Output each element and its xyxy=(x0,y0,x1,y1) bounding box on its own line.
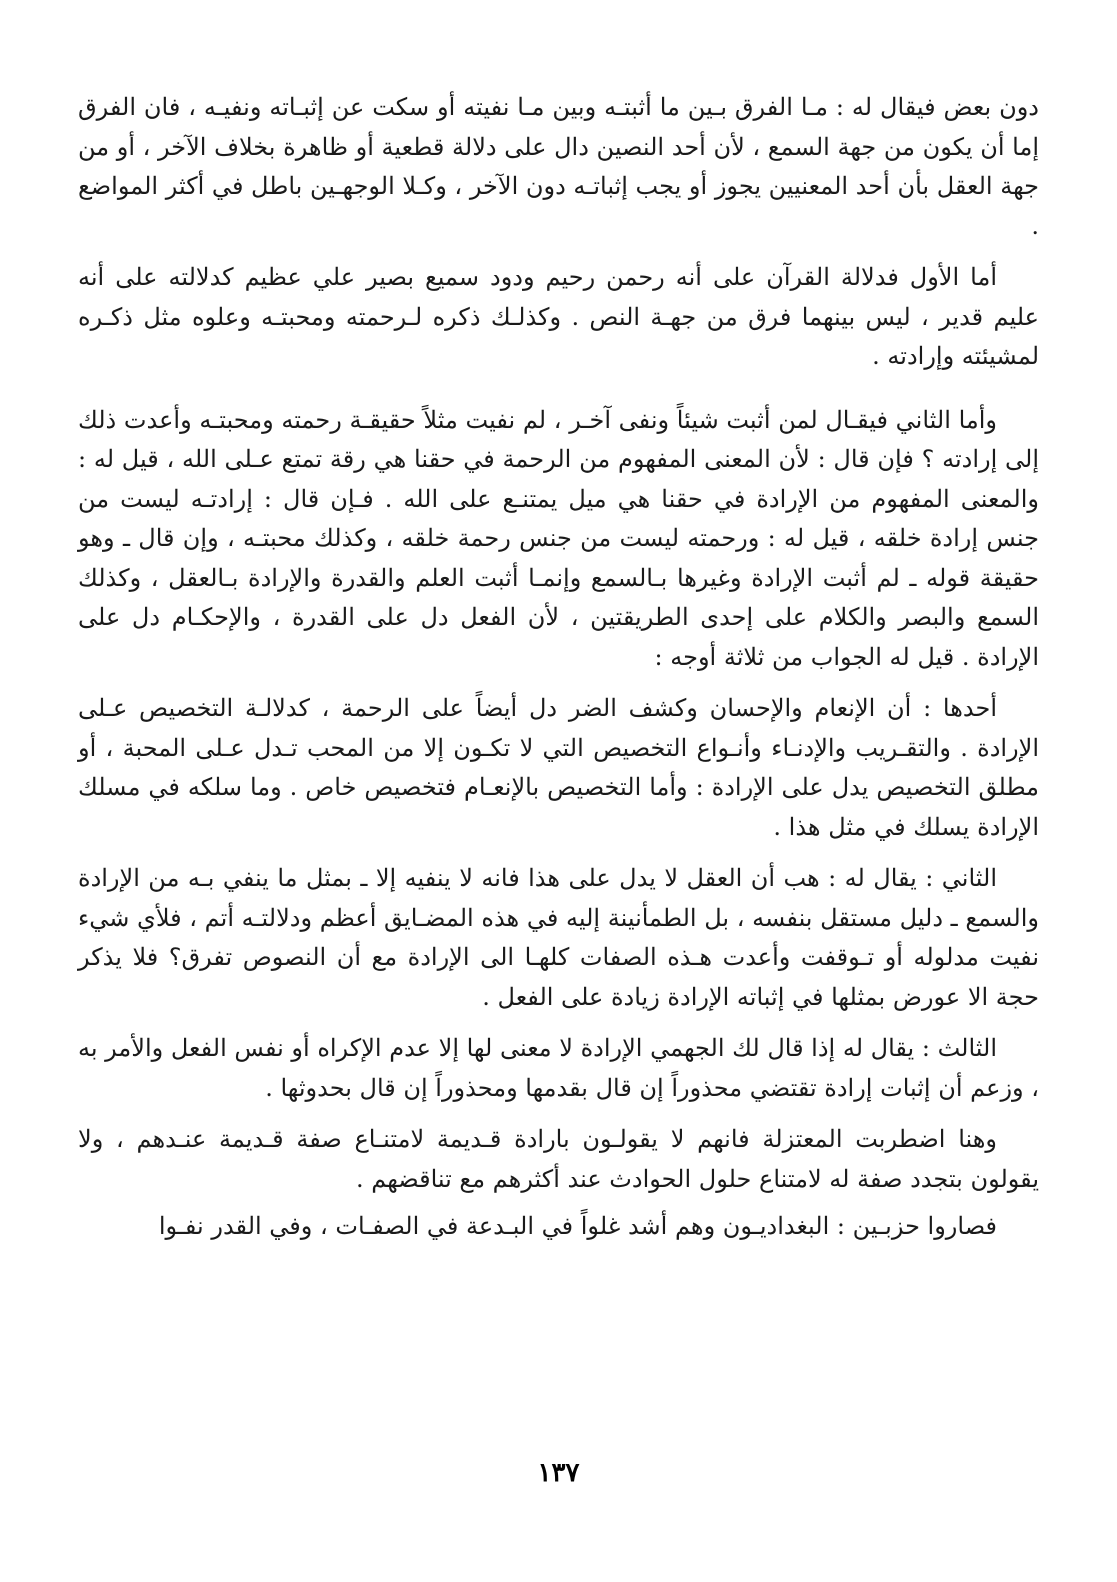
paragraph-6: الثالث : يقال له إذا قال لك الجهمي الإرادة لا معنى لها إلا عدم الإكراه أو نفس الفعل والأمر به ، وزعم أن إثبات إرادة تقتضي محذوراً إن قال بقدمها ومحذوراً إن قال بحدوثها . xyxy=(78,1034,1039,1102)
paragraph-2: أما الأول فدلالة القرآن على أنه رحمن رحيم ودود سميع بصير علي عظيم كدلالته على أنه عليم قدير ، ليس بينهما فرق من جهـة النص . وكذلـك ذكره لـرحمته ومحبتـه وعلوه مثل ذكـره لمشيئته وإرادته . xyxy=(78,263,1039,370)
page-number: ١٣٧ xyxy=(537,1458,580,1487)
paragraph-4: أحدها : أن الإنعام والإحسان وكشف الضر دل أيضاً على الرحمة ، كدلالـة التخصيص عـلى الإرادة . والتقـريب والإدنـاء وأنـواع التخصيص التي لا تكـون إلا من المحب تـدل عـلى المحبة ، أو مطلق التخصيص يدل على الإرادة : وأما التخصيص بالإنعـام فتخصيص خاص . وما سلكه في مسلك الإرادة يسلك في مثل هذا . xyxy=(78,694,1039,841)
paragraph-7: وهنا اضطربت المعتزلة فانهم لا يقولـون بارادة قـديمة لامتنـاع صفة قـديمة عنـدهم ، ولا يقولون بتجدد صفة له لامتناع حلول الحوادث عند أكثرهم مع تناقضهم . xyxy=(78,1125,1039,1193)
paragraph-8: فصاروا حزبـين : البغداديـون وهم أشد غلواً في البـدعة في الصفـات ، وفي القدر نفـوا xyxy=(158,1212,997,1240)
paragraph-1: دون بعض فيقال له : مـا الفرق بـين ما أثبتـه وبين مـا نفيته أو سكت عن إثبـاته ونفيـه ، فان الفرق إما أن يكون من جهة السمع ، لأن أحد النصين دال على دلالة قطعية أو ظاهرة بخلاف الآخر ، أو من جهة العقل بأن أحد المعنيين يجوز أو يجب إثباتـه دون الآخر ، وكـلا الوجهـين باطل في أكثر المواضع . xyxy=(78,93,1039,240)
paragraph-3: وأما الثاني فيقـال لمن أثبت شيئاً ونفى آخـر ، لم نفيت مثلاً حقيقـة رحمته ومحبتـه وأعدت ذلك إلى إرادته ؟ فإن قال : لأن المعنى المفهوم من الرحمة في حقنا هي رقة تمتع عـلى الله ، قيل له : والمعنى المفهوم من الإرادة في حقنا هي ميل يمتنـع على الله . فـإن قال : إرادتـه ليست من جنس إرادة خلقه ، قيل له : ورحمته ليست من جنس رحمة خلقه ، وكذلك محبتـه ، وإن قال ـ وهو حقيقة قوله ـ لم أثبت الإرادة وغيرها بـالسمع وإنمـا أثبت العلم والقدرة والإرادة بـالعقل ، وكذلك السمع والبصر والكلام على إحدى الطريقتين ، لأن الفعل دل على القدرة ، والإحكـام دل على الإرادة . قيل له الجواب من ثلاثة أوجه : xyxy=(78,405,1039,671)
paragraph-5: الثاني : يقال له : هب أن العقل لا يدل على هذا فانه لا ينفيه إلا ـ بمثل ما ينفي بـه من الإرادة والسمع ـ دليل مستقل بنفسه ، بل الطمأنينة إليه في هذه المضـايق أعظم ودلالتـه أتم ، فلأي شيء نفيت مدلوله أو تـوقفت وأعدت هـذه الصفات كلهـا الى الإرادة مع أن النصوص تفرق؟ فلا يذكر حجة الا عورض بمثلها في إثباته الإرادة زيادة على الفعل . xyxy=(78,864,1039,1011)
